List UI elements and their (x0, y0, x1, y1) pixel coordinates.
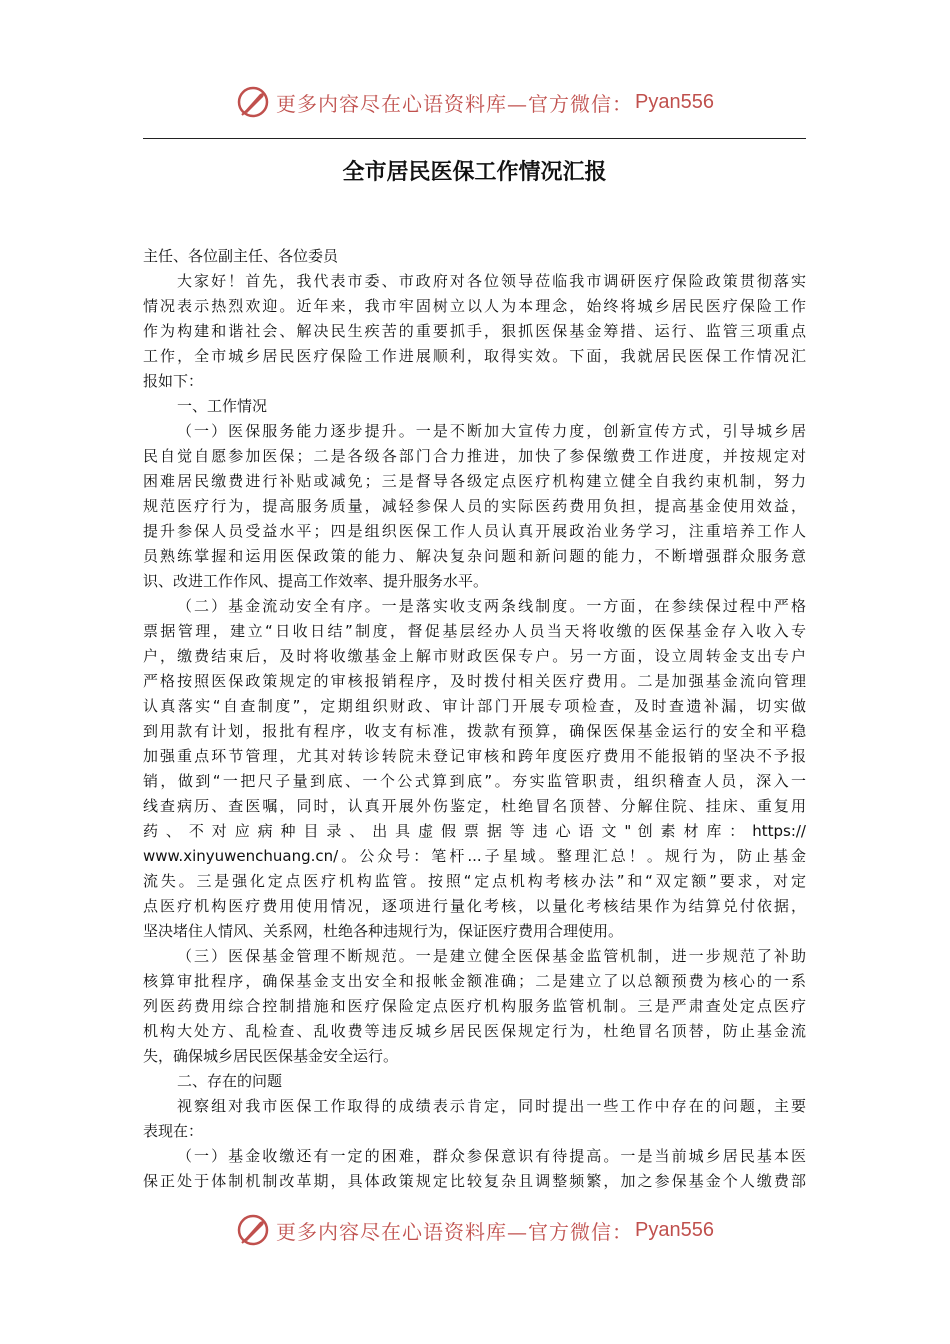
text-line: 主任、各位副主任、各位委员 (143, 247, 339, 265)
text-line: （一）医保服务能力逐步提升。一是不断加大宣传力度，创新宣传方式，引导城乡居 (177, 422, 806, 440)
text-line: 表现在： (143, 1122, 204, 1140)
text-line: 核算审批程序，确保基金支出安全和报帐金额准确；二是建立了以总额预费为核心的一系 (143, 972, 806, 990)
document-body (143, 244, 806, 1194)
text-line: 大家好！首先，我代表市委、市政府对各位领导莅临我市调研医疗保险政策贯彻落实 (177, 272, 806, 290)
text-line: 民自觉自愿参加医保；二是各级各部门合力推进，加快了参保缴费工作进度，并按规定对 (143, 447, 806, 465)
text-line: 工作，全市城乡居民医疗保险工作进展顺利，取得实效。下面，我就居民医保工作情况汇 (143, 347, 806, 365)
text-line: 坚决堵住人情风、关系网，杜绝各种违规行为，保证医疗费用合理使用。 (143, 922, 624, 940)
text-line: 到用款有计划，报批有程序，收支有标准，拨款有预算，确保医保基金运行的安全和平稳 (143, 722, 806, 740)
text-line: 加强重点环节管理，尤其对转诊转院未登记审核和跨年度医疗费用不能报销的坚决不予报 (143, 747, 806, 765)
text-line: 一、工作情况 (177, 397, 268, 415)
quill-pen-logo-icon (236, 1213, 270, 1247)
text-line: 情况表示热烈欢迎。近年来，我市牢固树立以人为本理念，始终将城乡居民医疗保险工作 (143, 297, 806, 315)
text-line: 点医疗机构医疗费用使用情况，逐项进行量化考核，以量化考核结果作为结算兑付依据， (143, 897, 806, 915)
text-line: 困难居民缴费进行补贴或减免；三是督导各级定点医疗机构建立健全自我约束机制，努力 (143, 472, 806, 490)
header-divider (143, 138, 806, 139)
text-line: 销，做到“一把尺子量到底、一个公式算到底”。夯实监管职责，组织稽查人员，深入一 (143, 772, 806, 790)
footer-watermark-banner (0, 1210, 950, 1250)
quill-pen-logo-icon (236, 85, 270, 119)
text-line: 作为构建和谐社会、解决民生疾苦的重要抓手，狠抓医保基金筹措、运行、监管三项重点 (143, 322, 806, 340)
text-line: 严格按照医保政策规定的审核报销程序，及时拨付相关医疗费用。二是加强基金流向管理 (143, 672, 806, 690)
text-line: （二）基金流动安全有序。一是落实收支两条线制度。一方面，在参续保过程中严格 (177, 597, 806, 615)
text-line: 流失。三是强化定点医疗机构监管。按照“定点机构考核办法”和“双定额”要求，对定 (143, 872, 806, 890)
text-line: 列医药费用综合控制措施和医疗保险定点医疗机构服务监管机制。三是严肃查处定点医疗 (143, 997, 806, 1015)
text-line: 认真落实“自查制度”，定期组织财政、审计部门开展专项检查，及时查遗补漏，切实做 (143, 697, 806, 715)
banner-text: 更多内容尽在心语资料库—官方微信： (276, 1219, 634, 1244)
text-line: 机构大处方、乱检查、乱收费等违反城乡居民医保规定行为，杜绝冒名顶替，防止基金流 (143, 1022, 806, 1040)
text-line: 视察组对我市医保工作取得的成绩表示肯定，同时提出一些工作中存在的问题，主要 (177, 1097, 806, 1115)
banner-text: 更多内容尽在心语资料库—官方微信： (276, 91, 634, 116)
text-line: 规范医疗行为，提高服务质量，减轻参保人员的实际医药费用负担，提高基金使用效益， (143, 497, 806, 515)
text-line: 二、存在的问题 (177, 1072, 283, 1090)
text-line: 线查病历、查医嘱，同时，认真开展外伤鉴定，杜绝冒名顶替、分解住院、挂床、重复用 (143, 797, 806, 815)
document-title: 全市居民医保工作情况汇报 (342, 160, 607, 185)
text-line: 票据管理，建立“日收日结”制度，督促基层经办人员当天将收缴的医保基金存入收入专 (143, 622, 806, 640)
header-watermark-banner (0, 82, 950, 122)
text-line: 药 、 不 对 应 病 种 目 录 、 出 具 虚 假 票 据 等 违 心 语 文 " 创 素 材 库 ： https:// (143, 822, 806, 840)
text-line: 失，确保城乡居民医保基金安全运行。 (143, 1047, 399, 1065)
text-line: 保正处于体制机制改革期，具体政策规定比较复杂且调整频繁，加之参保基金个人缴费部 (143, 1172, 806, 1190)
text-line: 报如下： (143, 372, 204, 390)
banner-wechat-id: Pyan556 (635, 90, 714, 113)
text-line: www.xinyuwenchuang.cn/。公众号：笔杆...子星域。整理汇总！。规行为，防止基金 (143, 847, 806, 865)
banner-wechat-id: Pyan556 (635, 1218, 714, 1241)
text-line: 识、改进工作作风、提高工作效率、提升服务水平。 (143, 572, 489, 590)
text-line: 员熟练掌握和运用医保政策的能力、解决复杂问题和新问题的能力，不断增强群众服务意 (143, 547, 806, 565)
text-line: 提升参保人员受益水平；四是组织医保工作人员认真开展政治业务学习，注重培养工作人 (143, 522, 806, 540)
text-line: 户，缴费结束后，及时将收缴基金上解市财政医保专户。另一方面，设立周转金支出专户 (143, 647, 806, 665)
text-line: （三）医保基金管理不断规范。一是建立健全医保基金监管机制，进一步规范了补助 (177, 947, 806, 965)
text-line: （一）基金收缴还有一定的困难，群众参保意识有待提高。一是当前城乡居民基本医 (177, 1147, 806, 1165)
